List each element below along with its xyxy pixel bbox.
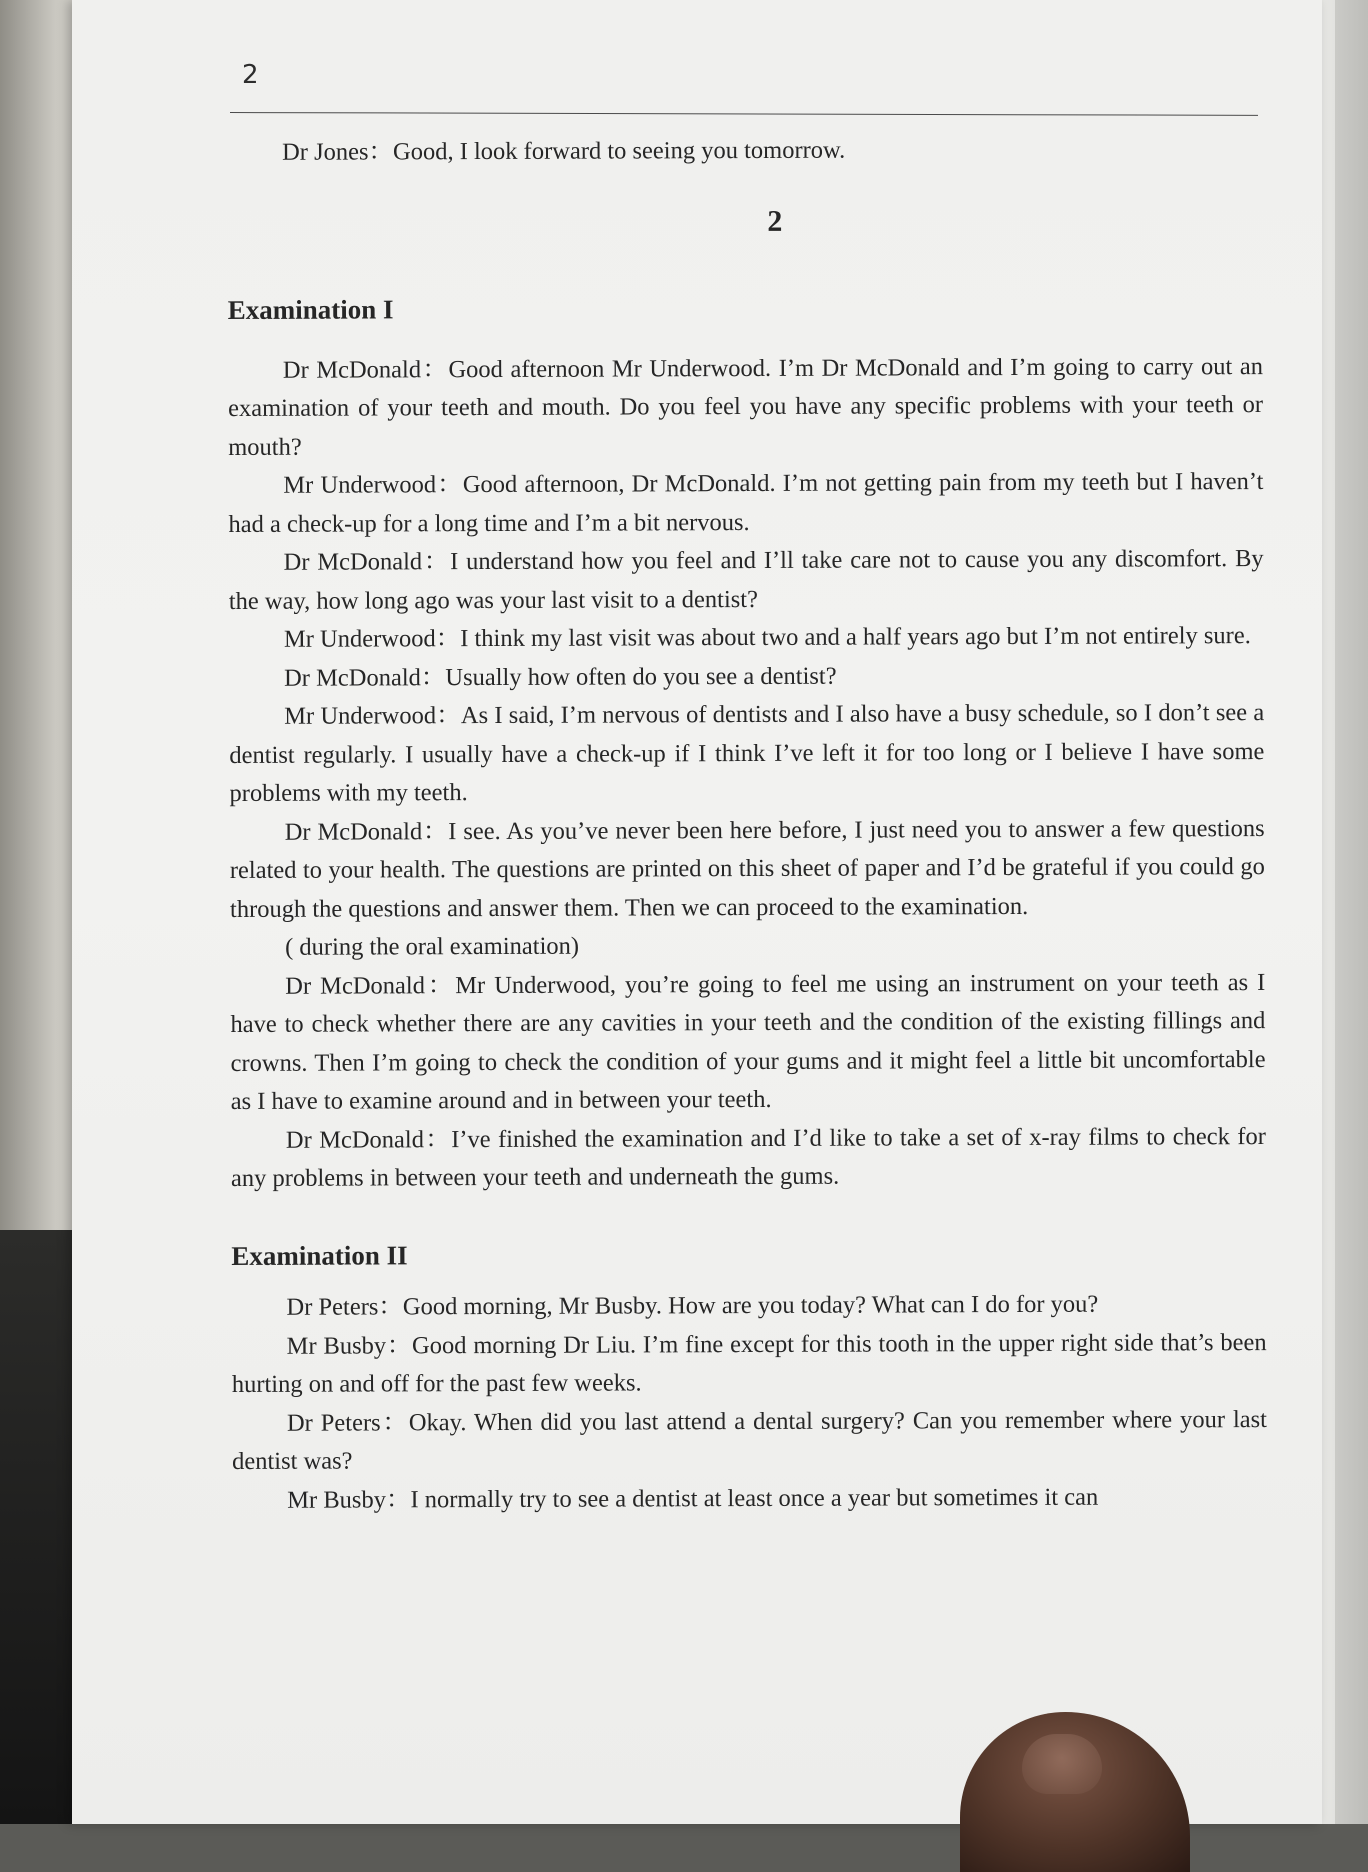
dialogue-text: Mr Underwood, you’re going to feel me using an instrument on your teeth as I have to check whether there are any cavities in your teeth and the condition of the existing fillings and crowns. Then I’m going to check the condition of your gums and it might feel a little bit uncomfortable as I have to examine around and in between your teeth.	[230, 968, 1266, 1115]
speaker-name: Dr Jones ：	[282, 138, 393, 165]
dialogue-paragraph	[228, 348, 1263, 467]
speaker-name: Dr Peters ：	[287, 1409, 409, 1436]
book-page	[72, 0, 1322, 1824]
dialogue-text: Usually how often do you see a dentist?	[445, 662, 837, 691]
dialogue-paragraph	[232, 1324, 1267, 1405]
dialogue-text: As I said, I’m nervous of dentists and I also have a busy schedule, so I don’t see a dentist regularly. I usually have a check-up if I think I’ve left it for too long or I believe I have some problems with my teeth.	[229, 699, 1265, 807]
dialogue-text: I see. As you’ve never been here before, I just need you to answer a few questions related to your health. The questions are printed on this sheet of paper and I’d be grateful if you could go through the questions and answer them. Then we can proceed to the examination.	[229, 814, 1265, 923]
dialogue-paragraph	[229, 694, 1264, 813]
dialogue-text: Good morning Dr Liu. I’m fine except for this tooth in the upper right side that’s been hurting on and off for the past few weeks.	[231, 1328, 1267, 1398]
dialogue-text: I understand how you feel and I’ll take care not to cause you any discomfort. By the way, how long ago was your last visit to a dentist?	[228, 545, 1264, 615]
stage-direction: ( during the oral examination)	[285, 932, 580, 961]
dialogue-text: I’ve finished the examination and I’d like to take a set of x-ray films to check for any problems in between your teeth and underneath the gums.	[230, 1122, 1266, 1192]
dialogue-paragraph	[228, 463, 1263, 544]
speaker-name: Dr McDonald ：	[283, 356, 449, 384]
page-number: 2	[242, 60, 259, 90]
dialogue-paragraph	[229, 617, 1264, 659]
dialogue-text: Okay. When did you last attend a dental surgery? Can you remember where your last dentist was?	[232, 1405, 1267, 1475]
dialogue-paragraph	[231, 1118, 1266, 1199]
speaker-name: Mr Busby ：	[287, 1332, 412, 1359]
dialogue-paragraph	[230, 810, 1265, 929]
dialogue-text: Good, I look forward to seeing you tomorrow.	[392, 136, 846, 166]
dialogue-paragraph	[232, 1478, 1267, 1520]
dialogue-paragraph	[229, 540, 1264, 621]
dialogue-paragraph	[229, 656, 1264, 698]
speaker-name: Mr Underwood ：	[284, 702, 461, 730]
dialogue-text: Good afternoon Mr Underwood. I’m Dr McDonald and I’m going to carry out an examination of your teeth and mouth. Do you feel you have any specific problems with your teeth or mouth?	[228, 352, 1264, 461]
header-rule	[230, 112, 1258, 116]
page-content	[227, 130, 1267, 1520]
speaker-name: Dr McDonald ：	[285, 818, 449, 846]
dialogue-text: I think my last visit was about two and a half years ago but I’m not entirely sure.	[460, 622, 1251, 653]
speaker-name: Dr McDonald ：	[284, 664, 445, 692]
dialogue-text: Good morning, Mr Busby. How are you today? What can I do for you?	[402, 1290, 1099, 1321]
dialogue-text: Good afternoon, Dr McDonald. I’m not getting pain from my teeth but I haven’t had a check-up for a long time and I’m a bit nervous.	[228, 468, 1264, 538]
dialogue-text: I normally try to see a dentist at least once a year but sometimes it can	[410, 1483, 1099, 1513]
speaker-name: Mr Busby ：	[287, 1486, 410, 1513]
section-number: 2	[767, 204, 783, 238]
speaker-name: Mr Underwood ：	[283, 471, 463, 499]
speaker-name: Dr McDonald ：	[284, 548, 451, 576]
opening-dialogue-line	[227, 130, 1262, 172]
dialogue-paragraph	[232, 1401, 1267, 1482]
dialogue-paragraph	[230, 964, 1266, 1122]
examination-2-heading: Examination II	[231, 1239, 408, 1271]
dialogue-paragraph	[231, 1285, 1266, 1327]
speaker-name: Mr Underwood ：	[284, 625, 460, 653]
examination-1-heading: Examination I	[227, 294, 394, 325]
speaker-name: Dr Peters ：	[286, 1293, 402, 1320]
speaker-name: Dr McDonald ：	[285, 972, 455, 1000]
speaker-name: Dr McDonald ：	[286, 1126, 451, 1154]
